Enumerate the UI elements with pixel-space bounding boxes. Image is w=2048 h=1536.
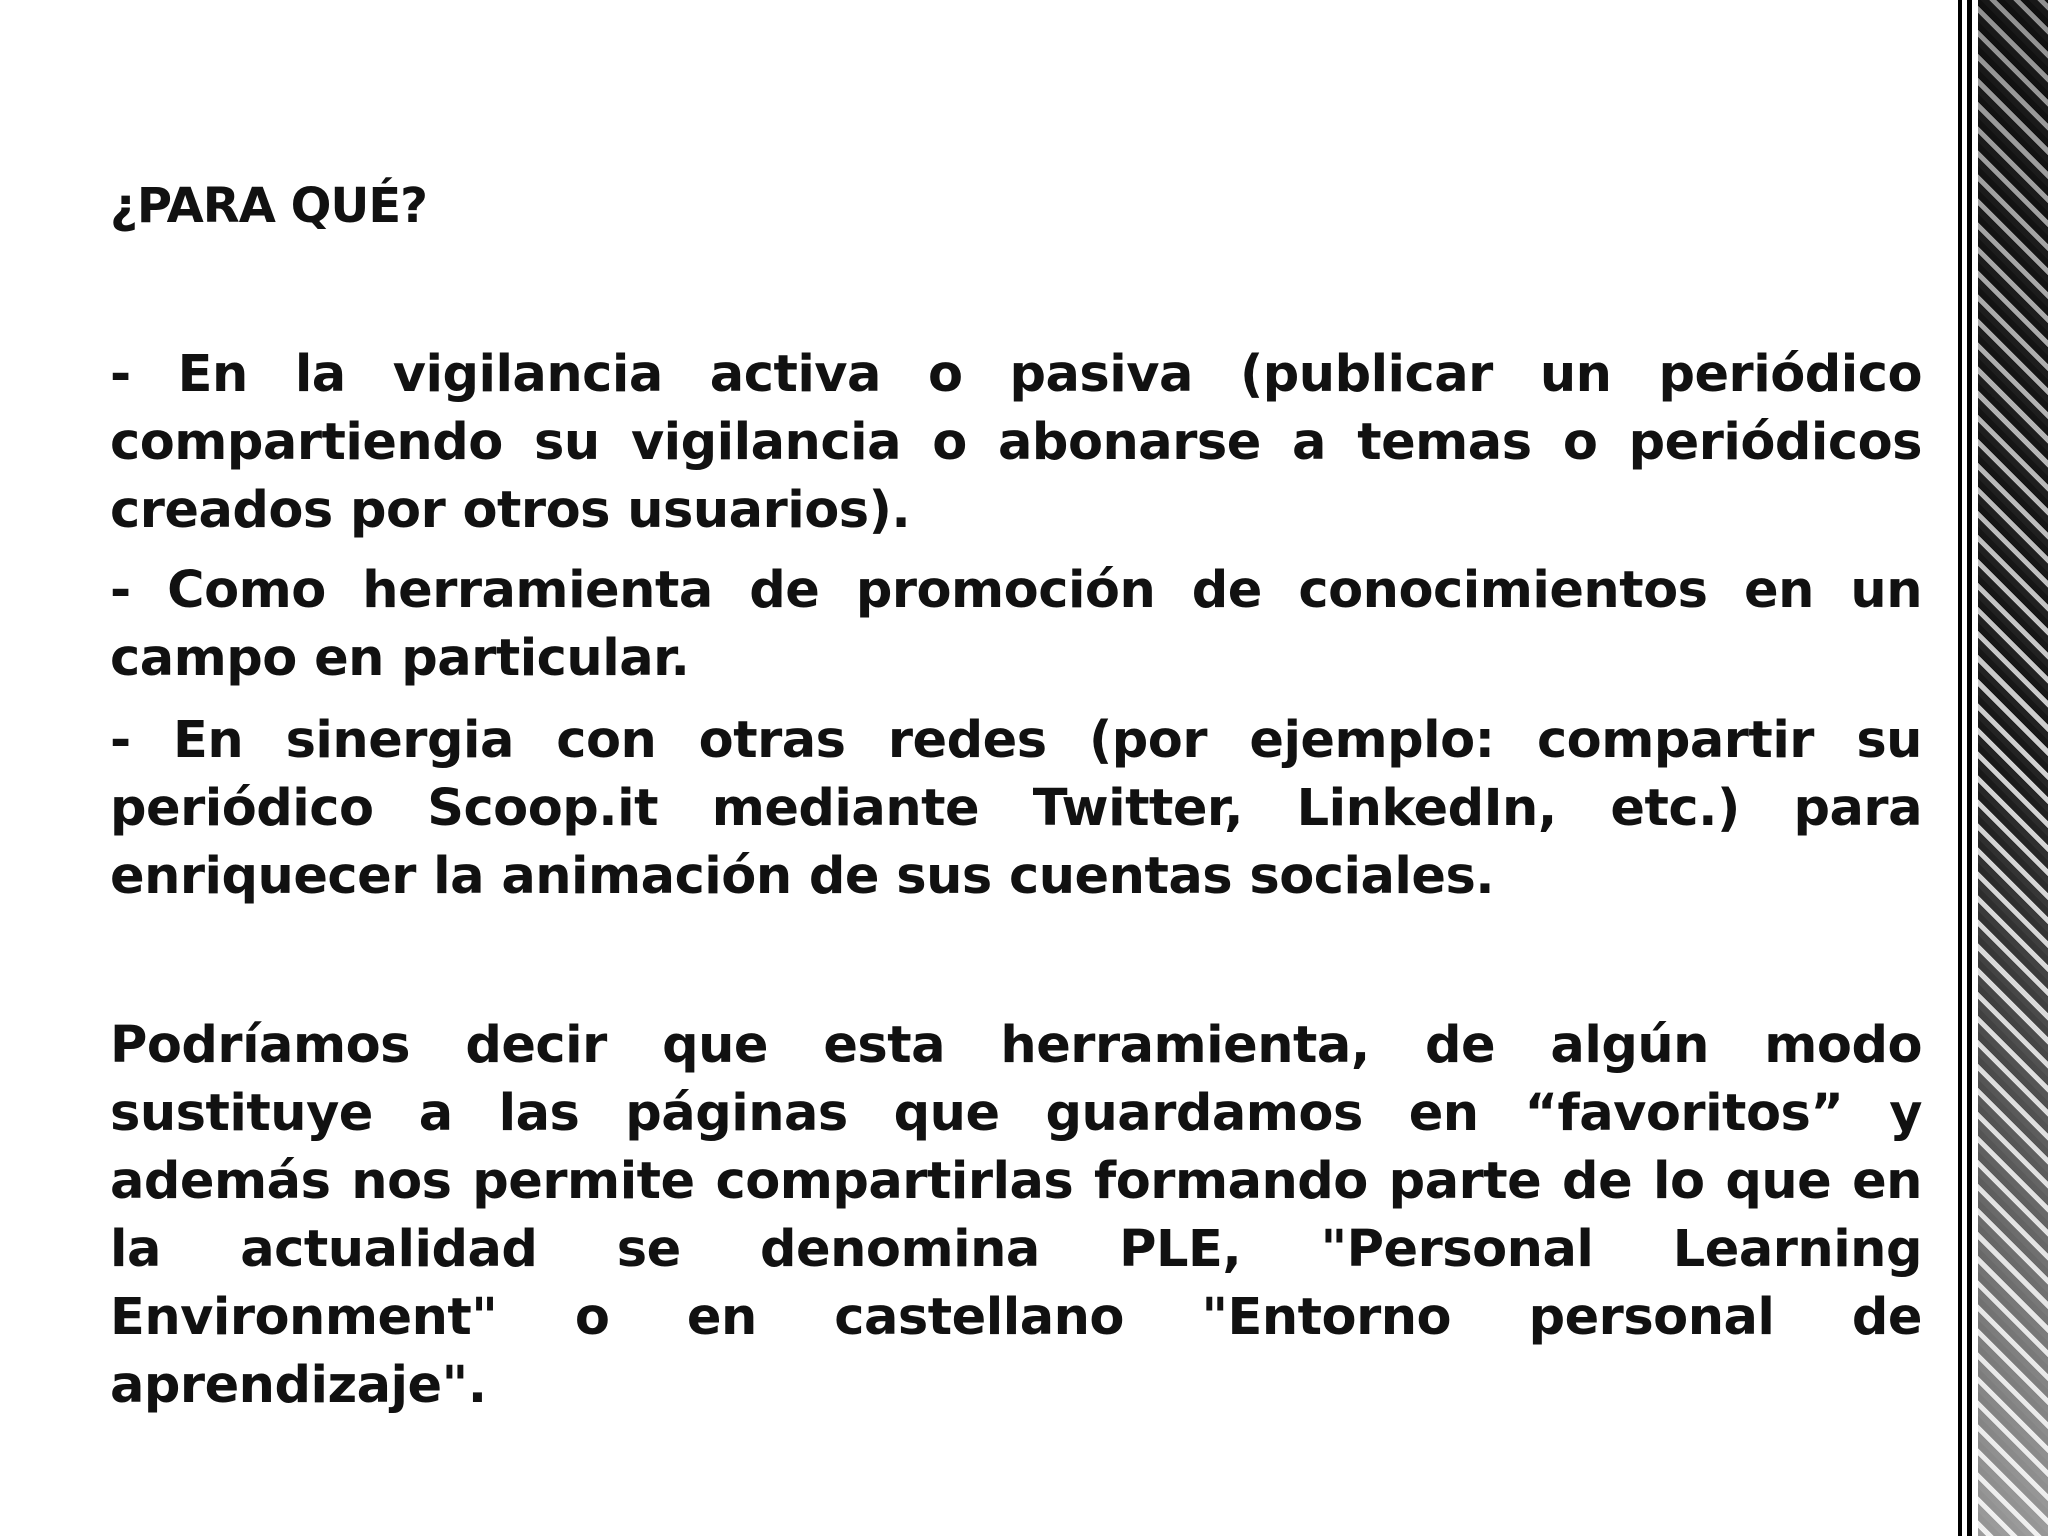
summary-paragraph: Podríamos decir que esta herramienta, de algún modo sustituye a las páginas que guardamos en “favoritos” y además nos permite compartirlas formando parte de lo que en la actualidad se denomina PLE, "Personal Learning Environment" o en castellano "Entorno personal de aprendizaje". (110, 1016, 1922, 1415)
edge-rule-outer (1967, 0, 1972, 1536)
slide-heading: ¿PARA QUÉ? (110, 178, 427, 234)
bullet-vigilancia: - En la vigilancia activa o pasiva (publicar un periódico compartiendo su vigilancia o abonarse a temas o periódicos creados por otros usuarios). (110, 345, 1922, 540)
decorative-edge-fade (1978, 0, 2048, 1536)
bullet-sinergia: - En sinergia con otras redes (por ejemplo: compartir su periódico Scoop.it mediante Twitter, LinkedIn, etc.) para enriquecer la animación de sus cuentas sociales. (110, 711, 1922, 906)
edge-rule-inner (1958, 0, 1962, 1536)
bullet-herramienta: - Como herramienta de promoción de conocimientos en un campo en particular. (110, 561, 1922, 688)
